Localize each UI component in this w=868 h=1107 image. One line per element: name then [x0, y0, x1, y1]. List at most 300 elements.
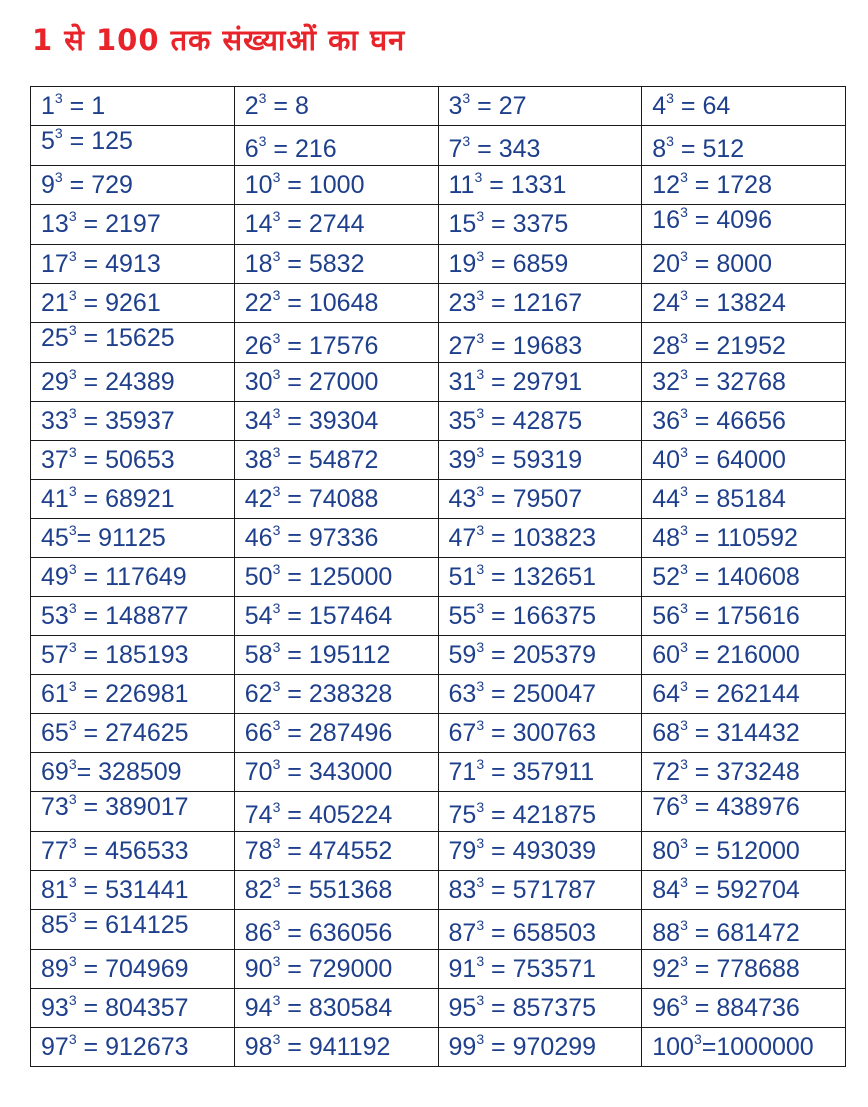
- cube-value: 29791: [512, 367, 583, 396]
- cube-base: 9: [41, 170, 55, 199]
- cube-value: 357911: [512, 757, 595, 786]
- table-row: [31, 87, 846, 126]
- cube-cell: [438, 402, 642, 441]
- cube-exponent: 3: [680, 204, 688, 220]
- equals-sign: =: [280, 1032, 309, 1061]
- cube-value: 3375: [512, 210, 569, 238]
- cube-exponent: 3: [272, 560, 281, 577]
- cube-base: 38: [244, 445, 273, 474]
- cube-exponent: 3: [272, 799, 281, 815]
- equals-sign: =: [687, 406, 717, 435]
- cube-value: 681472: [716, 919, 800, 947]
- cube-value: 438976: [716, 793, 800, 821]
- cube-base: 100: [652, 1032, 694, 1061]
- cube-cell: [438, 519, 642, 558]
- cube-exponent: 3: [666, 89, 674, 106]
- page-title: 1 से 100 तक संख्याओं का घन: [32, 23, 406, 57]
- cube-base: 59: [448, 640, 477, 669]
- cube-value: 91125: [98, 523, 166, 552]
- cube-cell: [642, 323, 846, 363]
- cube-base: 49: [41, 562, 69, 591]
- cube-exponent: 3: [272, 247, 281, 264]
- cube-base: 21: [41, 288, 69, 317]
- cube-value: 658503: [512, 919, 597, 947]
- cube-exponent: 3: [68, 677, 77, 694]
- cube-exponent: 3: [476, 365, 485, 382]
- cube-base: 40: [652, 445, 681, 474]
- cube-cell: [31, 87, 235, 126]
- cube-exponent: 3: [68, 365, 77, 382]
- cube-cell: [438, 441, 642, 480]
- cube-value: 195112: [308, 640, 391, 669]
- cube-cell: [642, 166, 846, 205]
- cube-value: 19683: [512, 332, 583, 360]
- table-row: [31, 871, 846, 910]
- cube-value: 551368: [308, 875, 393, 904]
- cube-cell: [31, 441, 235, 480]
- cube-value: 148877: [105, 601, 189, 630]
- cube-exponent: 3: [68, 560, 77, 577]
- cube-base: 4: [652, 91, 667, 120]
- cube-base: 46: [244, 523, 273, 552]
- cube-value: 13824: [716, 288, 786, 317]
- cube-cell: [31, 910, 235, 950]
- cube-value: 531441: [105, 875, 189, 904]
- table-row: [31, 675, 846, 714]
- equals-sign: =: [484, 562, 513, 591]
- cube-base: 88: [652, 919, 681, 947]
- equals-sign: =: [280, 993, 309, 1022]
- cube-cell: [31, 519, 235, 558]
- cube-cell: [642, 714, 846, 753]
- cube-cell: [642, 441, 846, 480]
- cube-value: 125: [91, 127, 133, 155]
- cube-base: 79: [448, 836, 477, 865]
- cube-value: 35937: [105, 406, 175, 435]
- cube-exponent: 3: [680, 952, 688, 969]
- table-row: [31, 753, 846, 792]
- cube-cell: [31, 402, 235, 441]
- cube-cell: [234, 519, 438, 558]
- cube-cell: [31, 792, 235, 832]
- cube-exponent: 3: [476, 991, 485, 1008]
- table-row: [31, 480, 846, 519]
- cube-value: 274625: [105, 718, 189, 747]
- cube-value: 804357: [105, 993, 189, 1022]
- cube-cell: [31, 714, 235, 753]
- cube-exponent: 3: [272, 482, 281, 499]
- cube-cell: [31, 753, 235, 792]
- equals-sign: =: [701, 1032, 717, 1061]
- cube-value: 830584: [308, 993, 393, 1022]
- cube-value: 74088: [308, 484, 379, 513]
- cube-base: 73: [41, 793, 69, 821]
- table-row: [31, 1028, 846, 1067]
- equals-sign: =: [280, 288, 309, 317]
- cube-base: 27: [448, 332, 477, 360]
- cube-cell: [438, 675, 642, 714]
- cube-exponent: 3: [680, 443, 688, 460]
- cube-exponent: 3: [680, 404, 688, 421]
- equals-sign: =: [484, 875, 513, 904]
- cube-base: 23: [448, 288, 477, 317]
- cube-exponent: 3: [68, 791, 77, 807]
- cube-cell: [642, 792, 846, 832]
- cube-value: 778688: [716, 954, 800, 983]
- cube-exponent: 3: [476, 917, 485, 933]
- cube-base: 43: [448, 484, 477, 513]
- cube-exponent: 3: [476, 286, 485, 303]
- cube-value: 12167: [512, 288, 583, 317]
- cube-base: 45: [41, 523, 69, 552]
- cube-cell: [438, 950, 642, 989]
- cube-value: 729: [91, 170, 133, 199]
- cube-exponent: 3: [68, 909, 77, 925]
- cube-value: 1000000: [716, 1032, 814, 1061]
- cube-base: 53: [41, 601, 69, 630]
- table-row: [31, 832, 846, 871]
- cube-exponent: 3: [680, 917, 688, 933]
- cube-value: 8000: [716, 249, 772, 278]
- equals-sign: =: [484, 484, 513, 513]
- cube-value: 571787: [512, 875, 597, 904]
- cube-base: 24: [652, 288, 681, 317]
- cube-exponent: 3: [680, 755, 688, 772]
- equals-sign: =: [687, 523, 717, 552]
- cube-exponent: 3: [272, 834, 281, 851]
- equals-sign: =: [687, 601, 717, 630]
- equals-sign: =: [484, 836, 513, 865]
- cube-exponent: 3: [680, 834, 688, 851]
- cube-base: 28: [652, 332, 681, 360]
- equals-sign: =: [484, 367, 513, 396]
- equals-sign: =: [76, 911, 106, 939]
- cube-value: 421875: [512, 801, 597, 829]
- cube-value: 5832: [308, 249, 365, 278]
- cube-cell: [31, 832, 235, 871]
- cube-base: 91: [448, 954, 477, 983]
- cube-value: 175616: [716, 601, 800, 630]
- cube-exponent: 3: [68, 599, 77, 616]
- cube-base: 54: [244, 601, 273, 630]
- cube-exponent: 3: [680, 716, 688, 733]
- equals-sign: =: [76, 210, 106, 238]
- cubes-table: [30, 86, 846, 1067]
- cube-base: 52: [652, 562, 681, 591]
- cube-cell: [438, 714, 642, 753]
- equals-sign: =: [76, 523, 99, 552]
- cube-base: 50: [244, 562, 273, 591]
- cube-cell: [31, 205, 235, 245]
- cube-base: 12: [652, 170, 681, 199]
- cube-base: 95: [448, 993, 477, 1022]
- equals-sign: =: [470, 91, 499, 120]
- cube-exponent: 3: [68, 322, 77, 338]
- cube-value: 8: [294, 91, 309, 120]
- cube-value: 314432: [716, 718, 800, 747]
- cube-base: 18: [244, 249, 273, 278]
- equals-sign: =: [484, 954, 513, 983]
- cube-cell: [31, 284, 235, 323]
- cube-base: 26: [244, 332, 273, 360]
- cube-base: 61: [41, 679, 69, 708]
- equals-sign: =: [484, 1032, 513, 1061]
- equals-sign: =: [76, 718, 106, 747]
- table-row: [31, 363, 846, 402]
- equals-sign: =: [280, 210, 309, 238]
- cube-cell: [438, 910, 642, 950]
- cube-value: 238328: [308, 679, 393, 708]
- cube-cell: [234, 910, 438, 950]
- equals-sign: =: [280, 601, 309, 630]
- cube-cell: [438, 284, 642, 323]
- equals-sign: =: [62, 91, 92, 120]
- cube-exponent: 3: [476, 208, 485, 224]
- cube-base: 70: [244, 757, 273, 786]
- cube-value: 140608: [716, 562, 800, 591]
- cube-exponent: 3: [476, 247, 485, 264]
- cube-base: 83: [448, 875, 477, 904]
- cube-value: 704969: [105, 954, 189, 983]
- table-row: [31, 989, 846, 1028]
- cube-exponent: 3: [476, 799, 485, 815]
- cube-value: 300763: [512, 718, 597, 747]
- cube-base: 42: [244, 484, 273, 513]
- cube-exponent: 3: [68, 873, 77, 890]
- cube-exponent: 3: [272, 168, 281, 185]
- cube-base: 69: [41, 757, 69, 786]
- cube-value: 27: [498, 91, 527, 120]
- cube-base: 67: [448, 718, 477, 747]
- cube-cell: [31, 126, 235, 166]
- cube-cell: [642, 597, 846, 636]
- equals-sign: =: [687, 993, 717, 1022]
- cube-value: 110592: [716, 523, 798, 552]
- cube-exponent: 3: [680, 638, 688, 655]
- table-row: [31, 441, 846, 480]
- cube-base: 1: [41, 91, 55, 120]
- cube-base: 92: [652, 954, 681, 983]
- cube-base: 7: [448, 135, 463, 163]
- cube-base: 37: [41, 445, 69, 474]
- cube-base: 55: [448, 601, 477, 630]
- cube-base: 89: [41, 954, 69, 983]
- cube-exponent: 3: [272, 677, 281, 694]
- cube-base: 35: [448, 406, 477, 435]
- cube-base: 71: [448, 757, 477, 786]
- cube-cell: [438, 166, 642, 205]
- cube-value: 205379: [512, 640, 597, 669]
- cube-cell: [642, 675, 846, 714]
- cube-value: 97336: [308, 523, 379, 552]
- cube-base: 48: [652, 523, 681, 552]
- cube-cell: [438, 832, 642, 871]
- equals-sign: =: [484, 679, 513, 708]
- cube-base: 76: [652, 793, 681, 821]
- cube-cell: [642, 1028, 846, 1067]
- cube-cell: [234, 126, 438, 166]
- cube-exponent: 3: [680, 873, 688, 890]
- equals-sign: =: [280, 562, 309, 591]
- cube-value: 216000: [716, 640, 800, 669]
- cube-cell: [642, 636, 846, 675]
- cube-value: 250047: [512, 679, 597, 708]
- cube-exponent: 3: [476, 330, 485, 346]
- cube-cell: [234, 832, 438, 871]
- cube-value: 753571: [512, 954, 597, 983]
- cube-base: 97: [41, 1032, 69, 1061]
- cube-cell: [234, 714, 438, 753]
- cube-value: 15625: [105, 324, 175, 352]
- cube-base: 5: [41, 127, 55, 155]
- cube-cell: [438, 558, 642, 597]
- cube-value: 1331: [510, 170, 567, 199]
- equals-sign: =: [76, 288, 106, 317]
- cube-exponent: 3: [476, 599, 485, 616]
- cube-base: 33: [41, 406, 69, 435]
- cube-base: 32: [652, 367, 681, 396]
- cube-base: 16: [652, 206, 681, 234]
- cube-base: 84: [652, 875, 681, 904]
- equals-sign: =: [484, 993, 513, 1022]
- equals-sign: =: [484, 210, 513, 238]
- cube-exponent: 3: [680, 247, 688, 264]
- table-row: [31, 284, 846, 323]
- cube-base: 62: [244, 679, 273, 708]
- cube-value: 636056: [308, 919, 393, 947]
- cube-cell: [31, 989, 235, 1028]
- cube-value: 21952: [716, 332, 786, 360]
- cube-exponent: 3: [680, 168, 688, 185]
- equals-sign: =: [62, 127, 92, 155]
- cube-base: 25: [41, 324, 69, 352]
- equals-sign: =: [266, 91, 295, 120]
- cube-base: 96: [652, 993, 681, 1022]
- cube-base: 2: [244, 91, 259, 120]
- cube-exponent: 3: [272, 952, 281, 969]
- equals-sign: =: [484, 332, 513, 360]
- cube-base: 39: [448, 445, 477, 474]
- equals-sign: =: [76, 367, 106, 396]
- cube-base: 74: [244, 801, 273, 829]
- cube-exponent: 3: [476, 482, 485, 499]
- cube-exponent: 3: [462, 133, 471, 149]
- equals-sign: =: [687, 288, 717, 317]
- cube-exponent: 3: [476, 952, 485, 969]
- table-row: [31, 597, 846, 636]
- cube-value: 24389: [105, 367, 175, 396]
- cube-exponent: 3: [680, 599, 688, 616]
- cube-base: 44: [652, 484, 681, 513]
- cube-cell: [31, 245, 235, 284]
- cube-cell: [438, 753, 642, 792]
- cube-cell: [234, 1028, 438, 1067]
- cube-base: 15: [448, 210, 477, 238]
- cube-base: 68: [652, 718, 681, 747]
- cube-cell: [234, 323, 438, 363]
- cube-value: 68921: [105, 484, 175, 513]
- cube-exponent: 3: [272, 286, 281, 303]
- cube-value: 216: [294, 135, 337, 163]
- cube-cell: [234, 363, 438, 402]
- cube-value: 64000: [716, 445, 786, 474]
- cube-exponent: 3: [476, 873, 485, 890]
- equals-sign: =: [470, 135, 499, 163]
- equals-sign: =: [76, 954, 106, 983]
- cube-cell: [234, 558, 438, 597]
- cube-cell: [438, 480, 642, 519]
- cube-value: 456533: [105, 836, 189, 865]
- equals-sign: =: [280, 406, 309, 435]
- table-row: [31, 245, 846, 284]
- equals-sign: =: [280, 367, 309, 396]
- equals-sign: =: [76, 484, 106, 513]
- cube-base: 22: [244, 288, 273, 317]
- cube-exponent: 3: [272, 716, 281, 733]
- cube-exponent: 3: [272, 599, 281, 616]
- table-row: [31, 558, 846, 597]
- cube-exponent: 3: [476, 443, 485, 460]
- equals-sign: =: [280, 170, 309, 199]
- cube-cell: [642, 753, 846, 792]
- equals-sign: =: [484, 757, 513, 786]
- cube-value: 1000: [308, 170, 365, 199]
- cube-cell: [234, 402, 438, 441]
- cube-cell: [438, 636, 642, 675]
- cube-exponent: 3: [68, 1030, 77, 1047]
- equals-sign: =: [687, 875, 717, 904]
- equals-sign: =: [280, 757, 309, 786]
- cube-exponent: 3: [680, 365, 688, 382]
- cube-value: 343000: [308, 757, 393, 786]
- cube-value: 64: [702, 91, 731, 120]
- cube-exponent: 3: [680, 330, 688, 346]
- cube-cell: [234, 871, 438, 910]
- cube-base: 80: [652, 836, 681, 865]
- cube-cell: [31, 1028, 235, 1067]
- cube-base: 36: [652, 406, 681, 435]
- cube-value: 27000: [308, 367, 379, 396]
- cube-value: 226981: [105, 679, 189, 708]
- equals-sign: =: [76, 1032, 106, 1061]
- cube-value: 912673: [105, 1032, 189, 1061]
- equals-sign: =: [482, 170, 511, 199]
- cube-value: 729000: [308, 954, 393, 983]
- equals-sign: =: [76, 793, 106, 821]
- cube-exponent: 3: [68, 482, 77, 499]
- cube-cell: [642, 205, 846, 245]
- table-row: [31, 910, 846, 950]
- equals-sign: =: [280, 332, 309, 360]
- cube-value: 185193: [105, 640, 189, 669]
- cube-exponent: 3: [474, 168, 483, 185]
- cube-exponent: 3: [476, 755, 485, 772]
- equals-sign: =: [76, 406, 106, 435]
- cube-cell: [438, 245, 642, 284]
- equals-sign: =: [687, 484, 717, 513]
- cube-value: 343: [498, 135, 541, 163]
- cube-cell: [642, 480, 846, 519]
- cube-cell: [234, 753, 438, 792]
- equals-sign: =: [687, 954, 717, 983]
- cube-value: 10648: [308, 288, 379, 317]
- cube-cell: [234, 441, 438, 480]
- cube-value: 941192: [308, 1032, 391, 1061]
- cube-cell: [642, 402, 846, 441]
- cube-value: 9261: [105, 288, 161, 317]
- cube-value: 46656: [716, 406, 786, 435]
- cube-exponent: 3: [462, 89, 471, 106]
